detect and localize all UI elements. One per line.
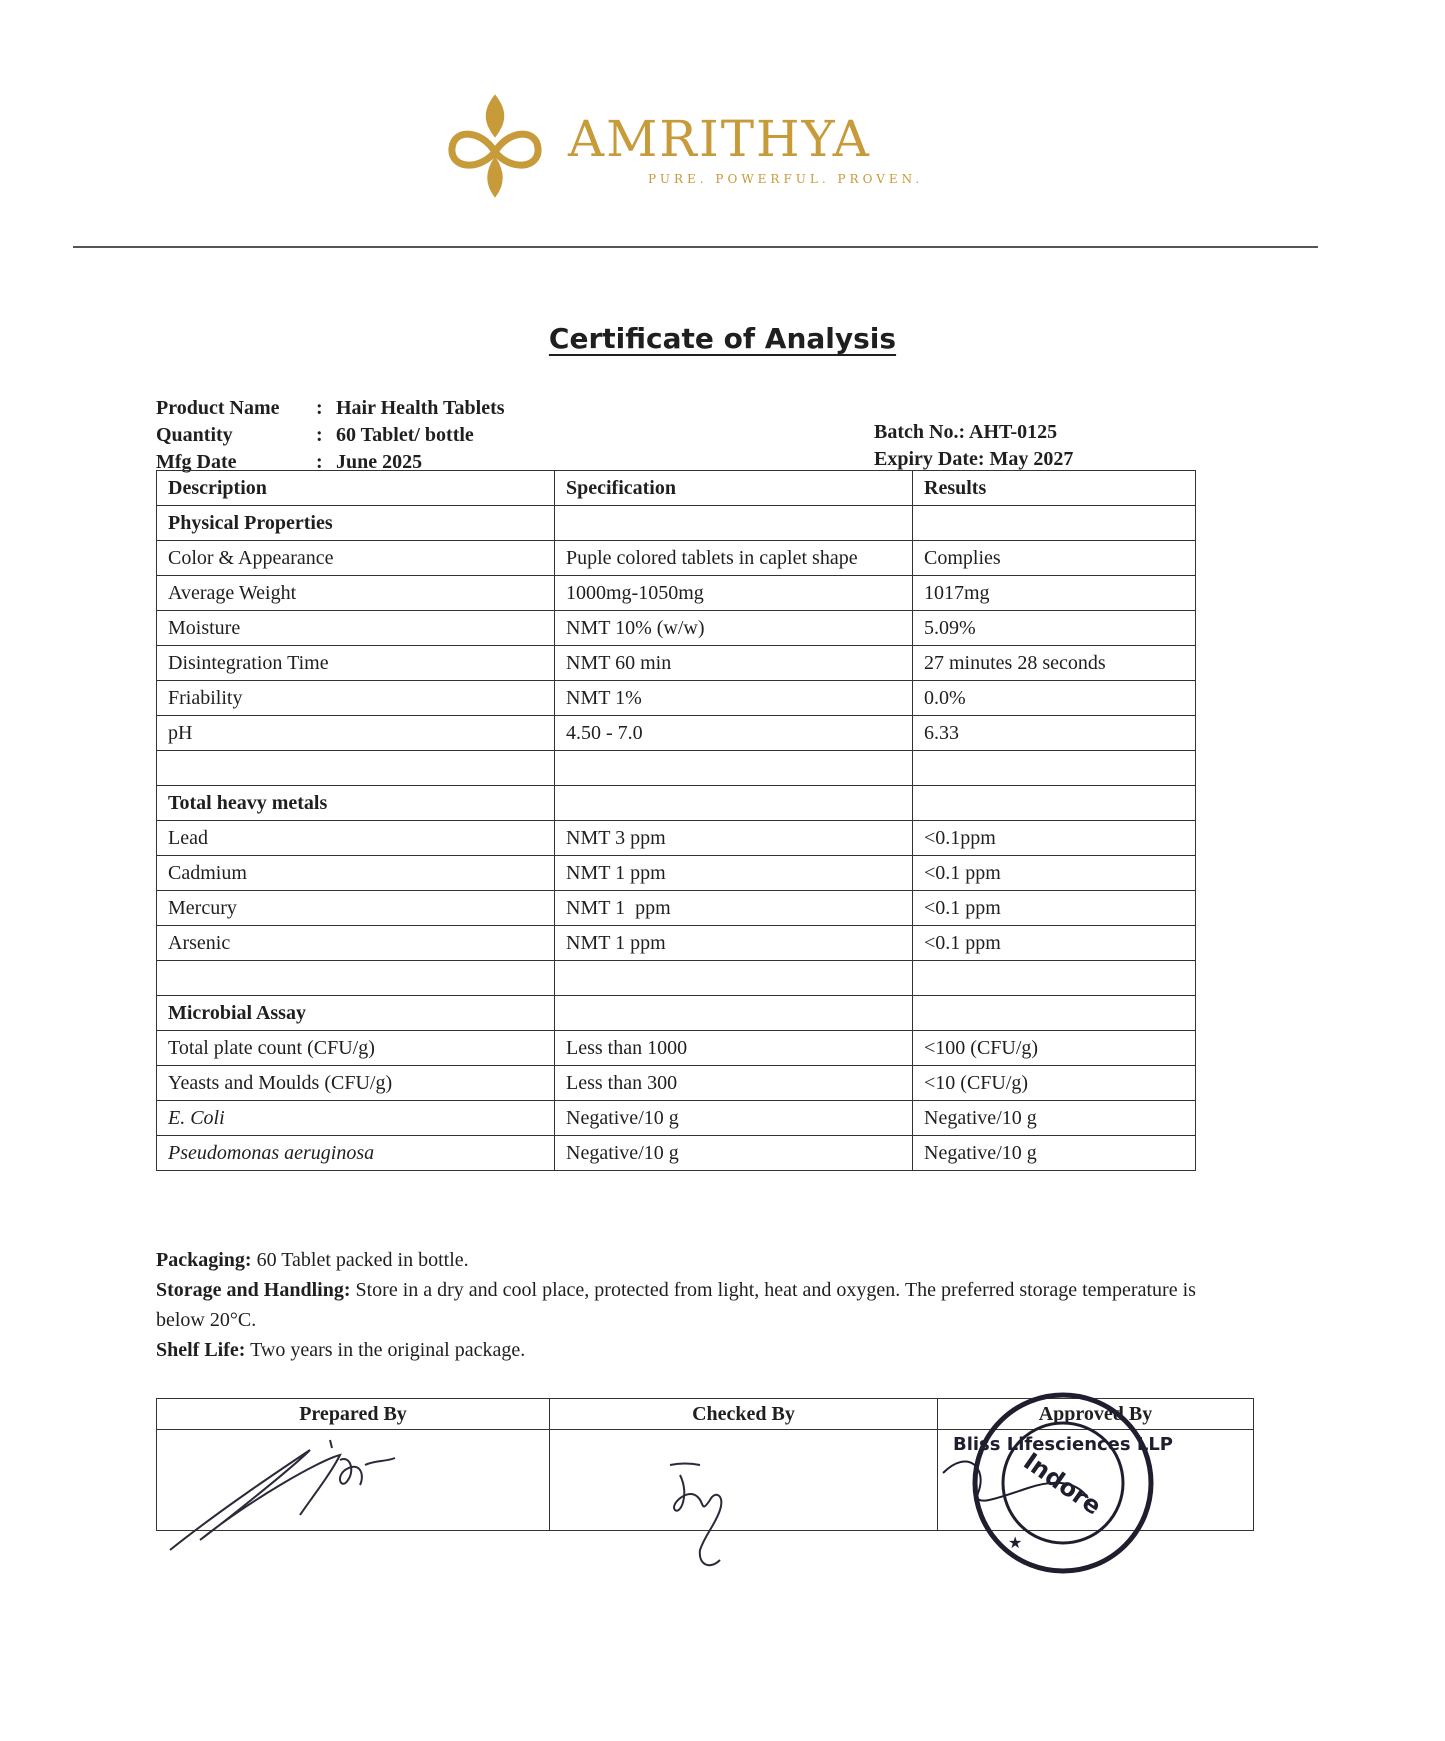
table-row	[157, 716, 1196, 751]
storage-text: Store in a dry and cool place, protected from light, heat and oxygen. The preferred storage temperature is below 20°C.	[156, 1279, 1196, 1331]
mfg-date-row: Mfg Date : June 2025	[156, 449, 505, 476]
mfg-date-value: June 2025	[336, 451, 423, 473]
batch-meta	[874, 419, 1073, 473]
shelf-life-note	[156, 1335, 1206, 1365]
result-cell: <100 (CFU/g)	[913, 1031, 1196, 1066]
storage-note	[156, 1275, 1206, 1335]
section-row	[157, 996, 1196, 1031]
table-row	[157, 1066, 1196, 1101]
description-cell: Total plate count (CFU/g)	[157, 1031, 555, 1066]
description-cell: Moisture	[157, 611, 555, 646]
brand-tagline: PURE. POWERFUL. PROVEN.	[648, 172, 924, 186]
specification-cell: NMT 60 min	[555, 646, 913, 681]
stamp-company-text: Bliss Lifesciences LLP	[953, 1434, 1173, 1455]
result-cell: Complies	[913, 541, 1196, 576]
specification-cell: NMT 1 ppm	[555, 891, 913, 926]
packaging-text: 60 Tablet packed in bottle.	[251, 1249, 469, 1271]
table-header-row	[157, 471, 1196, 506]
header-specification: Specification	[555, 471, 913, 506]
notes	[156, 1245, 1206, 1365]
table-row	[157, 821, 1196, 856]
storage-label: Storage and Handling:	[156, 1279, 351, 1301]
description-cell: Friability	[157, 681, 555, 716]
result-cell: <0.1 ppm	[913, 926, 1196, 961]
description-cell: Color & Appearance	[157, 541, 555, 576]
result-cell: Negative/10 g	[913, 1101, 1196, 1136]
quantity-value: 60 Tablet/ bottle	[336, 424, 474, 446]
table-row	[157, 611, 1196, 646]
checked-by-label: Checked By	[550, 1399, 938, 1430]
description-cell: Lead	[157, 821, 555, 856]
specification-cell: NMT 1 ppm	[555, 926, 913, 961]
brand-logo	[440, 92, 924, 202]
table-row	[157, 1136, 1196, 1171]
quantity-label: Quantity	[156, 424, 233, 446]
description-cell: Average Weight	[157, 576, 555, 611]
result-cell: <0.1 ppm	[913, 891, 1196, 926]
specification-cell: NMT 1 ppm	[555, 856, 913, 891]
result-cell: 0.0%	[913, 681, 1196, 716]
specification-cell: Puple colored tablets in caplet shape	[555, 541, 913, 576]
specification-cell: Negative/10 g	[555, 1136, 913, 1171]
description-cell: Disintegration Time	[157, 646, 555, 681]
product-name-label: Product Name	[156, 397, 280, 419]
result-cell: <10 (CFU/g)	[913, 1066, 1196, 1101]
header-description: Description	[157, 471, 555, 506]
table-row	[157, 646, 1196, 681]
table-row	[157, 541, 1196, 576]
product-name-row: Product Name : Hair Health Tablets	[156, 395, 505, 422]
header-results: Results	[913, 471, 1196, 506]
section-title: Total heavy metals	[157, 786, 555, 821]
approved-by-label: Approved By	[938, 1399, 1254, 1430]
specification-cell: 4.50 - 7.0	[555, 716, 913, 751]
fleur-de-lis-icon	[440, 92, 550, 202]
product-meta	[156, 395, 505, 476]
expiry-date: Expiry Date: May 2027	[874, 448, 1074, 470]
description-cell: E. Coli	[157, 1101, 555, 1136]
mfg-date-label: Mfg Date	[156, 451, 237, 473]
empty-row	[157, 961, 1196, 996]
table-row	[157, 1101, 1196, 1136]
table-row	[157, 856, 1196, 891]
result-cell: 6.33	[913, 716, 1196, 751]
shelf-life-label: Shelf Life:	[156, 1339, 246, 1361]
section-row	[157, 786, 1196, 821]
result-cell: 27 minutes 28 seconds	[913, 646, 1196, 681]
result-cell: 5.09%	[913, 611, 1196, 646]
batch-number: Batch No.: AHT-0125	[874, 421, 1058, 443]
company-stamp	[953, 1388, 1173, 1578]
empty-row	[157, 751, 1196, 786]
section-title: Physical Properties	[157, 506, 555, 541]
specification-cell: NMT 1%	[555, 681, 913, 716]
result-cell: Negative/10 g	[913, 1136, 1196, 1171]
specification-cell: NMT 3 ppm	[555, 821, 913, 856]
prepared-signature	[160, 1430, 420, 1560]
table-row	[157, 891, 1196, 926]
result-cell: <0.1 ppm	[913, 856, 1196, 891]
table-row	[157, 576, 1196, 611]
description-cell: Arsenic	[157, 926, 555, 961]
description-cell: Pseudomonas aeruginosa	[157, 1136, 555, 1171]
result-cell: 1017mg	[913, 576, 1196, 611]
packaging-label: Packaging:	[156, 1249, 252, 1271]
brand-name: AMRITHYA	[568, 110, 871, 168]
specification-cell: 1000mg-1050mg	[555, 576, 913, 611]
section-row	[157, 506, 1196, 541]
quantity-row: Quantity : 60 Tablet/ bottle	[156, 422, 505, 449]
header-divider	[73, 246, 1318, 248]
description-cell: pH	[157, 716, 555, 751]
specification-cell: Less than 1000	[555, 1031, 913, 1066]
specification-cell: Less than 300	[555, 1066, 913, 1101]
packaging-note	[156, 1245, 1206, 1275]
page-title: Certificate of Analysis	[548, 322, 897, 355]
star-icon: ★	[1008, 1533, 1023, 1552]
stamp-city-text: Indore	[1018, 1447, 1107, 1521]
result-cell: <0.1ppm	[913, 821, 1196, 856]
section-title: Microbial Assay	[157, 996, 555, 1031]
table-row	[157, 926, 1196, 961]
checked-signature	[660, 1455, 750, 1575]
shelf-life-text: Two years in the original package.	[245, 1339, 526, 1361]
description-cell: Mercury	[157, 891, 555, 926]
specification-cell: NMT 10% (w/w)	[555, 611, 913, 646]
analysis-table	[156, 470, 1196, 1171]
table-row	[157, 681, 1196, 716]
description-cell: Yeasts and Moulds (CFU/g)	[157, 1066, 555, 1101]
prepared-by-label: Prepared By	[157, 1399, 550, 1430]
description-cell: Cadmium	[157, 856, 555, 891]
product-name-value: Hair Health Tablets	[336, 397, 505, 419]
table-row	[157, 1031, 1196, 1066]
specification-cell: Negative/10 g	[555, 1101, 913, 1136]
